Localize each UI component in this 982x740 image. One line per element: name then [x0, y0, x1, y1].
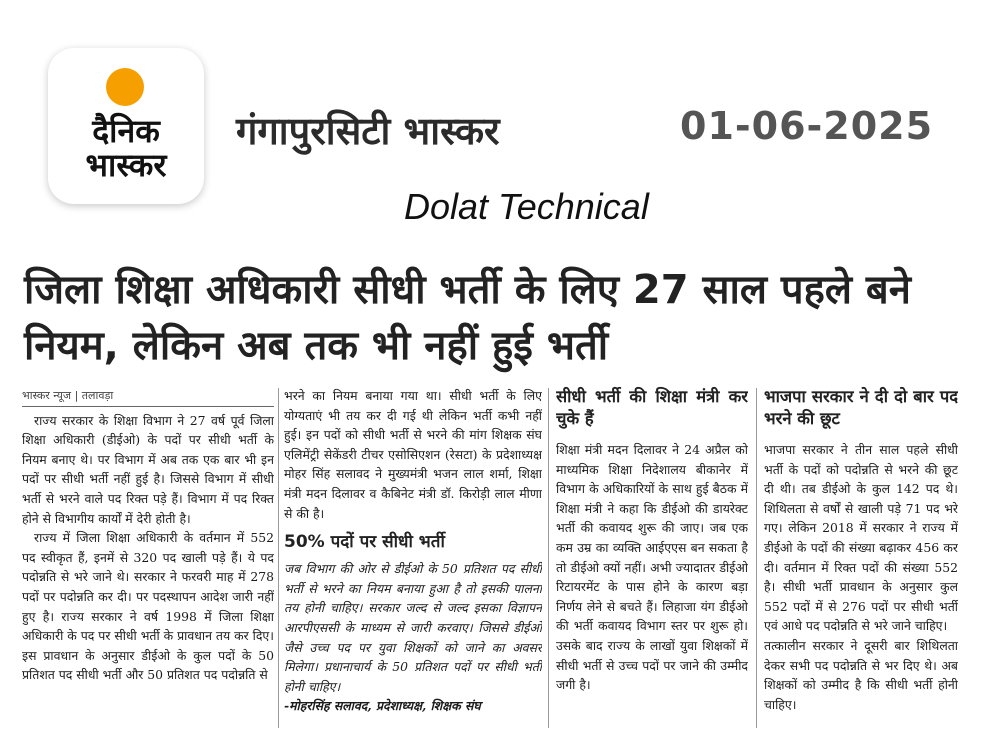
- edition-name: गंगापुरसिटी भास्कर: [236, 109, 500, 153]
- subheading: भाजपा सरकार ने दी दो बार पद भरने की छूट: [764, 387, 958, 428]
- column-divider: [278, 388, 279, 728]
- article-column-1: [22, 386, 274, 736]
- article-headline: जिला शिक्षा अधिकारी सीधी भर्ती के लिए 27 साल पहले बने नियम, लेकिन अब तक भी नहीं हुई भर्ती: [24, 267, 911, 369]
- paragraph: शिक्षा मंत्री मदन दिलावर ने 24 अप्रैल को माध्यमिक शिक्षा निदेशालय बीकानेर में विभाग के अधिकारियों के साथ हुई बैठक में शिक्षा मंत्री ने कहा कि डीईओ की डायरेक्ट भर्ती की कवायद शुरू की जाए। जब एक कम उम्र का व्यक्ति आईएएस बन सकता है तो डीईओ क्यों नहीं। अभी ज्यादातर डीईओ रिटायरमेंट के पास होने के कारण बड़ा निर्णय लेने से बचते हैं। लिहाजा यंग डीईओ की भर्ती कवायद विभाग स्तर पर शुरू हो। उसके बाद राज्य के लाखों युवा शिक्षकों में सीधी भर्ती से उच्च पदों पर जाने की उम्मीद जगी है।: [556, 442, 748, 693]
- article-column-4: [764, 386, 958, 736]
- article-column-2: [284, 386, 542, 736]
- subheading: 50% पदों पर सीधी भर्ती: [284, 532, 445, 553]
- byline: भास्कर न्यूज | तलावड़ा: [22, 386, 274, 407]
- watermark-credit: Dolat Technical: [404, 186, 649, 227]
- logo-text-line1: दैनिक: [92, 112, 160, 150]
- quote-author: -मोहरसिंह सलावद, प्रदेशाध्यक्ष, शिक्षक संघ: [284, 698, 481, 714]
- dainik-bhaskar-logo: [48, 48, 204, 204]
- article-column-3: [556, 386, 748, 736]
- column-divider: [548, 388, 549, 728]
- paragraph: भाजपा सरकार ने तीन साल पहले सीधी भर्ती के पदों को पदोन्नति से भरने की छूट दी थी। तब डीईओ के कुल 142 पद थे। शिथिलता से वर्षों से खाली पड़े 71 पद भरे गए। लेकिन 2018 में सरकार ने राज्य में डीईओ के पदों की संख्या बढ़ाकर 456 कर दी। वर्तमान में रिक्त पदों की संख्या 552 है। सीधी भर्ती प्रावधान के अनुसार कुल 552 पदों में से 276 पदों पर सीधी भर्ती एवं आधे पद पदोन्नति से भरे जाने चाहिए।: [764, 442, 958, 634]
- logo-text-line2: भास्कर: [85, 146, 167, 184]
- edition-date: 01-06-2025: [680, 104, 934, 148]
- paragraph: राज्य में जिला शिक्षा अधिकारी के वर्तमान में 552 पद स्वीकृत हैं, इनमें से 320 पद खाली पड़े हैं। ये पद पदोन्नति से भरे जाने थे। सरकार ने फरवरी माह में 278 पदों पर पदोन्नति कर दी। पर पदस्थापन आदेश जारी नहीं हुए है। राज्य सरकार ने वर्ष 1998 में जिला शिक्षा अधिकारी के पद पर सीधी भर्ती के प्रावधान तय कर दिए। इस प्रावधान के अनुसार डीईओ के कुल पदों के 50 प्रतिशत पद सीधी भर्ती और 50 प्रतिशत पद पदोन्नति से: [22, 530, 274, 683]
- column-divider: [756, 388, 757, 728]
- paragraph: राज्य सरकार के शिक्षा विभाग ने 27 वर्ष पूर्व जिला शिक्षा अधिकारी (डीईओ) के पदों पर सीधी भर्ती के नियम बनाए थे। पर विभाग में अब तक एक बार भी इन पदों पर सीधी भर्ती नहीं हुई है। जिससे विभाग में सीधी भर्ती से भरने वाले पद रिक्त पड़े हैं। विभाग में पद रिक्त होने से विभागीय कार्यों में देरी होती है।: [22, 412, 274, 526]
- sun-icon: [106, 68, 144, 106]
- subheading: सीधी भर्ती की शिक्षा मंत्री कर चुके हैं: [556, 387, 748, 428]
- paragraph: भरने का नियम बनाया गया था। सीधी भर्ती के लिए योग्यताएं भी तय कर दी गई थी लेकिन भर्ती कभी नहीं हुई। इन पदों को सीधी भर्ती से भरने की मांग शिक्षक संघ एलिमेंट्री सेकेंडरी टीचर एसोसिएशन (रेसटा) के प्रदेशाध्यक्ष मोहर सिंह सलावद ने मुख्यमंत्री भजन लाल शर्मा, शिक्षा मंत्री मदन दिलावर व कैबिनेट मंत्री डॉ. किरोड़ी लाल मीणा से की है।: [284, 388, 542, 521]
- paragraph: तत्कालीन सरकार ने दूसरी बार शिथिलता देकर सभी पद पदोन्नति से भर दिए थे। अब शिक्षकों को उम्मीद है कि सीधी भर्ती होनी चाहिए।: [764, 637, 958, 712]
- quote: जब विभाग की ओर से डीईओ के 50 प्रतिशत पद सीधी भर्ती से भरने का नियम बनाया हुआ है तो इसकी पालना तय होनी चाहिए। सरकार जल्द से जल्द इसका विज्ञापन आरपीएससी के माध्यम से जारी करवाए। जिससे डीईओ जैसे उच्च पद पर युवा शिक्षकों को जाने का अवसर मिलेगा। प्रधानाचार्य के 50 प्रतिशत पदों पर सीधी भर्ती होनी चाहिए।: [284, 561, 542, 694]
